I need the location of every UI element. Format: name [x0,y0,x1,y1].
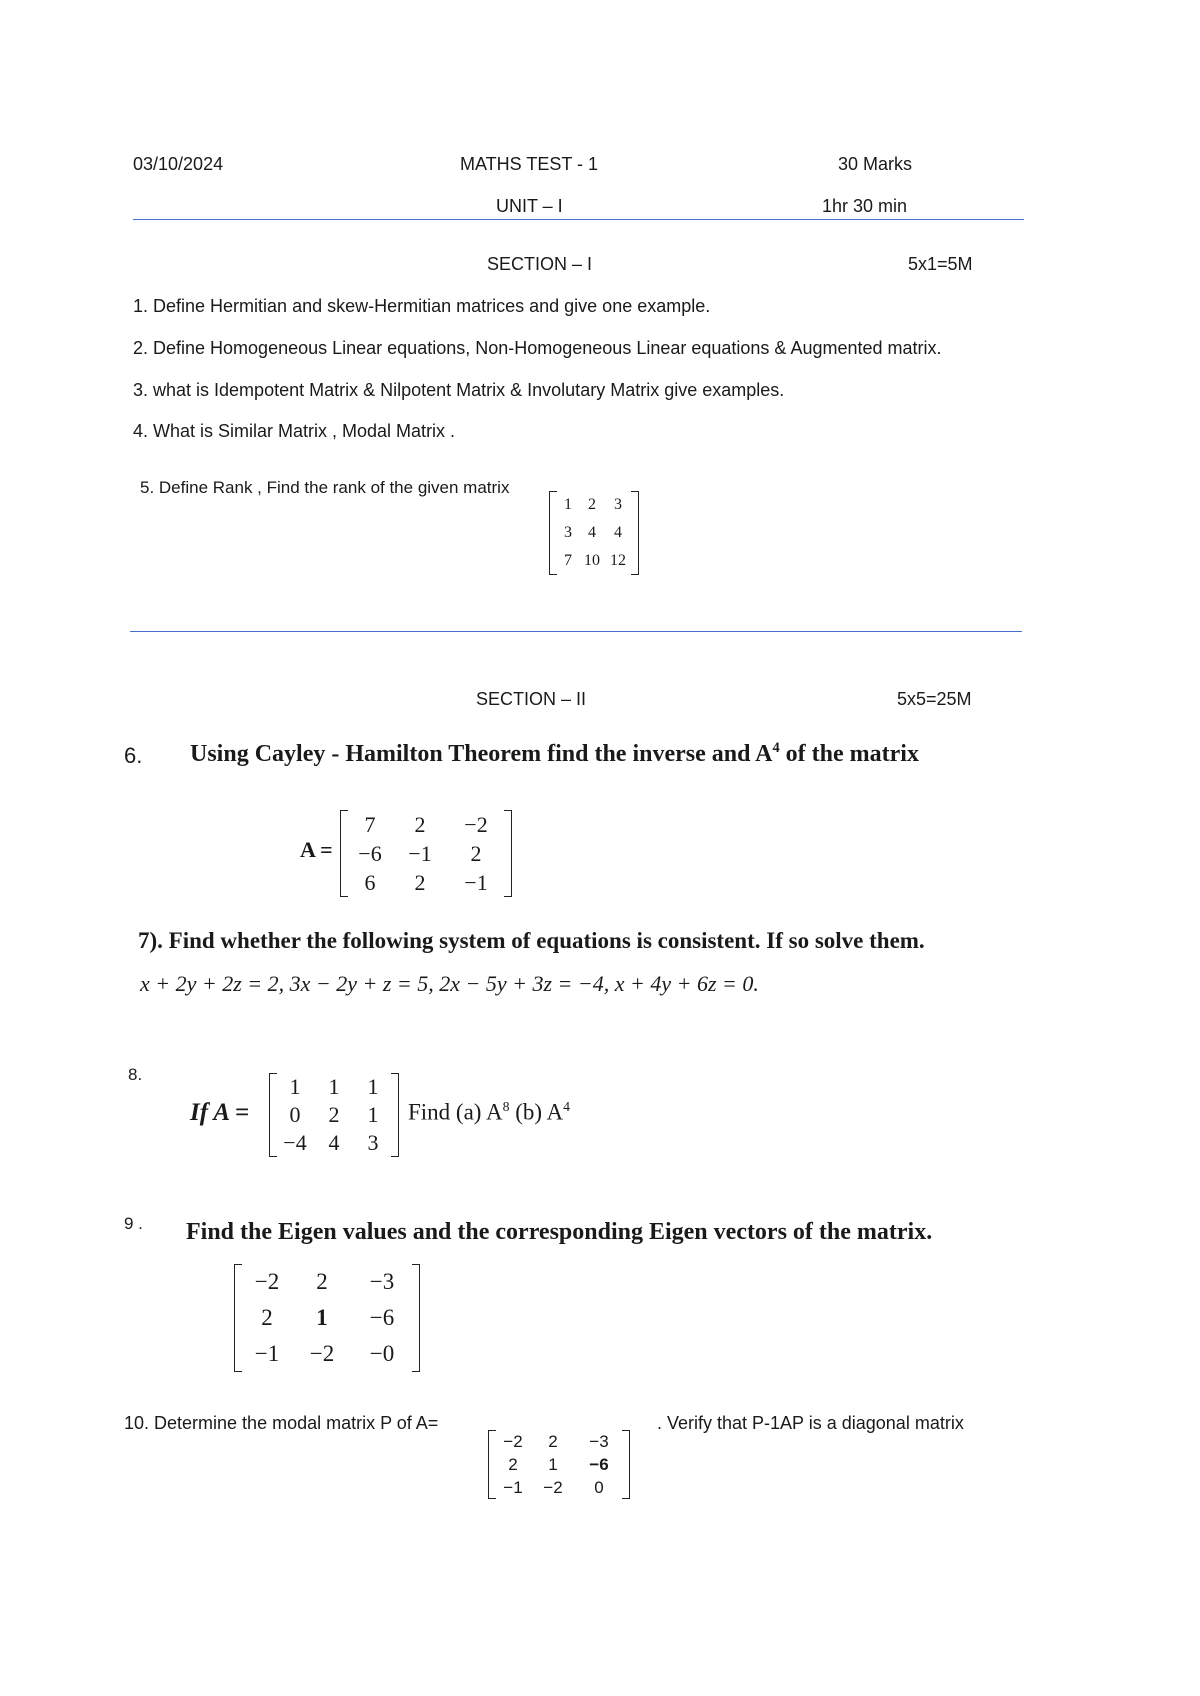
question-3: 3. what is Idempotent Matrix & Nilpotent Matrix & Involutary Matrix give examples. [133,380,785,400]
cell: −2 [464,811,488,837]
q10-text-b: . Verify that P-1AP is a diagonal matrix [657,1413,964,1433]
cell: −1 [408,840,432,866]
q9-matrix [234,1264,420,1372]
matrix-grid [348,810,504,897]
matrix-grid [277,1073,391,1157]
cell: −0 [369,1341,395,1366]
q9-number: 9 . [124,1214,143,1233]
left-bracket [488,1430,496,1499]
cell: −2 [309,1341,335,1366]
left-bracket [549,491,557,575]
cell: 2 [548,1431,558,1451]
cell: 2 [261,1305,273,1330]
section-divider [130,631,1022,632]
q8-label: If A = [190,1099,250,1126]
cell: 4 [614,524,622,541]
cell: 2 [588,496,596,513]
cell: 2 [414,869,426,895]
cell: 3 [564,524,572,541]
right-bracket [391,1073,399,1157]
q8-number: 8. [128,1065,143,1084]
test-date: 03/10/2024 [133,154,224,174]
section-2-title: SECTION – II [476,689,587,709]
cell: 2 [328,1102,340,1127]
cell: −1 [503,1477,523,1497]
cell: 3 [614,496,622,513]
cell: 4 [328,1130,340,1155]
cell: 1 [367,1102,379,1127]
duration: 1hr 30 min [822,196,908,216]
cell: −6 [358,840,382,866]
question-2: 2. Define Homogeneous Linear equations, Non-Homogeneous Linear equations & Augmented matrix. [133,338,942,358]
cell: 10 [584,552,600,569]
cell: 2 [414,811,426,837]
cell: 0 [594,1477,604,1497]
q6-text-a: Using Cayley - Hamilton Theorem find the inverse and A [190,741,773,767]
right-bracket [631,491,639,575]
q8-matrix [269,1073,399,1157]
cell: −1 [254,1341,280,1366]
cell: 2 [508,1454,518,1474]
test-title: MATHS TEST - 1 [460,154,599,174]
cell: 1 [289,1074,301,1099]
section-1-title: SECTION – I [487,254,593,274]
q5-matrix [549,491,639,575]
q7-text: 7). Find whether the following system of equations is consistent. If so solve them. [138,928,925,953]
cell: 1 [564,496,572,513]
left-bracket [340,810,348,897]
cell: 4 [588,524,596,541]
q9-text: Find the Eigen values and the corresponding Eigen vectors of the matrix. [186,1219,933,1245]
q8-find-b: (b) A [509,1099,564,1125]
q6-text [190,740,919,768]
matrix-grid [242,1264,412,1372]
q6-text-sup: 4 [772,740,780,756]
cell: −2 [254,1269,280,1294]
question-1: 1. Define Hermitian and skew-Hermitian matrices and give one example. [133,296,711,316]
section-1-marks: 5x1=5M [908,254,973,274]
q8-sup-b: 4 [563,1099,571,1114]
q10-matrix [488,1430,630,1499]
cell: 3 [367,1130,379,1155]
question-5: 5. Define Rank , Find the rank of the given matrix [140,478,510,497]
cell: 7 [564,552,572,569]
cell: 12 [610,552,626,569]
cell: 7 [364,811,376,837]
cell: 2 [316,1269,328,1294]
cell: 1 [548,1454,558,1474]
unit-label: UNIT – I [496,196,563,216]
cell: −2 [503,1431,523,1451]
cell: −4 [283,1130,307,1155]
left-bracket [234,1264,242,1372]
matrix-grid [557,491,631,575]
q10-text-a: 10. Determine the modal matrix P of A= [124,1413,439,1433]
right-bracket [504,810,512,897]
header-divider [133,219,1024,220]
q6-text-b: of the matrix [779,741,919,767]
cell: −1 [464,869,488,895]
right-bracket [412,1264,420,1372]
q7-equations: x + 2y + 2z = 2, 3x − 2y + z = 5, 2x − 5y + 3z = −4, x + 4y + 6z = 0. [140,971,759,996]
cell: 1 [316,1305,328,1330]
q6-matrix [340,810,512,897]
cell: 6 [364,869,376,895]
cell: 1 [328,1074,340,1099]
q6-number: 6. [124,743,143,768]
cell: 0 [289,1102,301,1127]
right-bracket [622,1430,630,1499]
cell: −3 [369,1269,395,1294]
question-4: 4. What is Similar Matrix , Modal Matrix . [133,421,456,441]
total-marks: 30 Marks [838,154,913,174]
cell: 1 [367,1074,379,1099]
cell: 2 [470,840,482,866]
cell: −2 [543,1477,563,1497]
q6-matrix-label: A = [300,837,333,862]
cell: −6 [589,1454,609,1474]
cell: −3 [589,1431,609,1451]
q8-sup-a: 8 [502,1099,510,1114]
q8-find-a: Find (a) A [408,1099,503,1125]
section-2-marks: 5x5=25M [897,689,972,709]
q8-find-text [408,1099,570,1126]
matrix-grid [496,1430,622,1499]
cell: −6 [369,1305,395,1330]
left-bracket [269,1073,277,1157]
